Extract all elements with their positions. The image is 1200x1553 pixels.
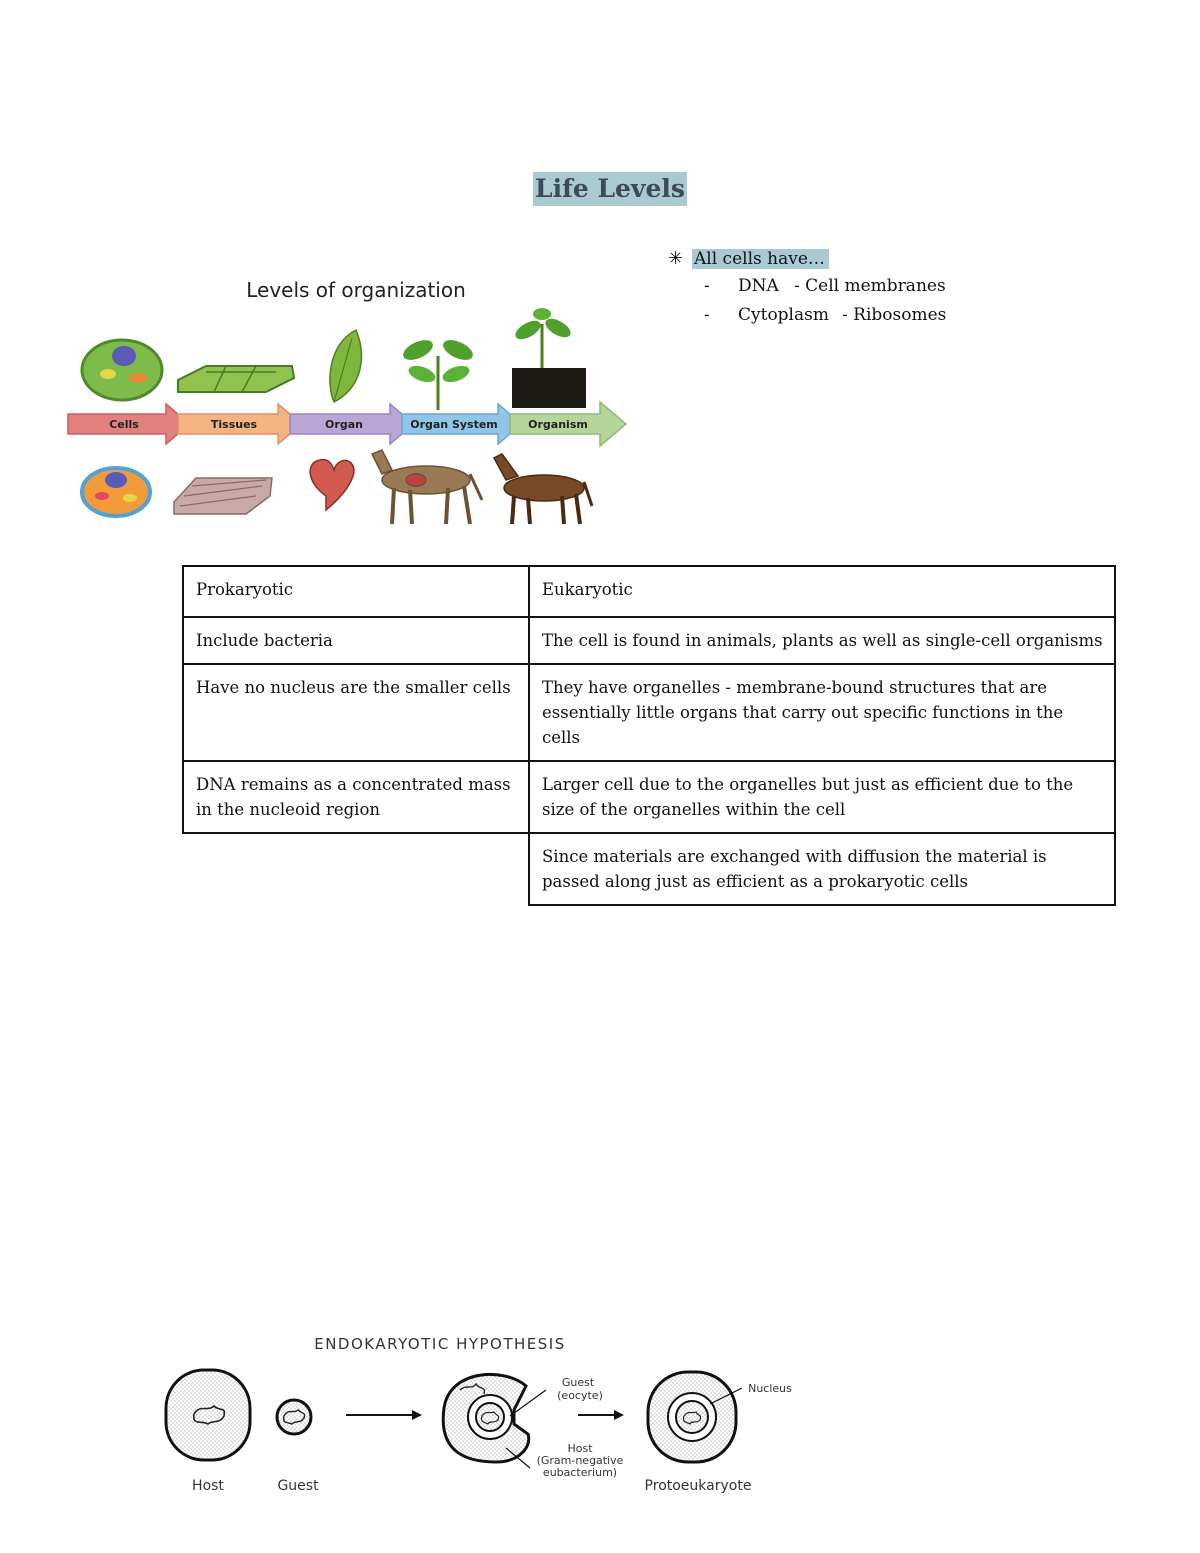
stage-label-organism: Organism	[528, 418, 588, 431]
guest-cell-image	[277, 1400, 311, 1434]
stage-label-organ-system: Organ System	[410, 418, 498, 431]
asterisk-bullet-icon: ✳	[668, 248, 684, 269]
table-cell: Have no nucleus are the smaller cells	[183, 664, 529, 761]
header-eukaryotic: Eukaryotic	[529, 566, 1115, 617]
table-header-row	[183, 566, 1115, 617]
table-cell: Since materials are exchanged with diffusion the material is passed along just as efficient as a prokaryotic cells	[529, 833, 1115, 905]
header-prokaryotic: Prokaryotic	[183, 566, 529, 617]
host-gram-sub1: (Gram-negative	[536, 1454, 624, 1467]
figure-title: Levels of organization	[246, 278, 466, 302]
all-cells-have-list	[668, 246, 1098, 330]
guest-label: Guest	[277, 1478, 319, 1494]
nucleus-label: Nucleus	[748, 1382, 792, 1395]
arrow-icon	[578, 1410, 624, 1420]
list-item: - Cytoplasm - Ribosomes	[704, 305, 947, 325]
muscle-tissue-image	[174, 478, 272, 514]
plant-cell-image	[82, 340, 162, 400]
heart-image	[310, 460, 354, 510]
protoeukaryote-label: Protoeukaryote	[644, 1478, 752, 1494]
table-cell: Larger cell due to the organelles but just as efficient due to the size of the organelles within the cell	[529, 761, 1115, 833]
list-heading-text: All cells have…	[692, 249, 829, 269]
horse-image	[494, 454, 592, 524]
leaf-image	[330, 330, 361, 402]
list-heading	[668, 246, 1098, 272]
horse-organ-system-image	[372, 450, 482, 524]
engulfing-cell-image	[443, 1374, 529, 1462]
table-row	[183, 761, 1115, 833]
host-cell-image	[166, 1370, 250, 1460]
guest-eocyte-label: Guest	[561, 1376, 595, 1389]
seedling-image	[400, 336, 476, 410]
stage-label-tissues: Tissues	[210, 418, 258, 431]
animal-cell-image	[82, 468, 150, 516]
guest-eocyte-sub: (eocyte)	[557, 1389, 603, 1402]
endokaryotic-hypothesis-figure	[150, 1328, 810, 1504]
potted-plant-image	[512, 308, 586, 408]
arrow-icon	[346, 1410, 422, 1420]
table-row	[183, 617, 1115, 664]
table-cell: The cell is found in animals, plants as well as single-cell organisms	[529, 617, 1115, 664]
figure-title: ENDOKARYOTIC HYPOTHESIS	[314, 1335, 566, 1353]
levels-of-organization-figure	[66, 274, 630, 530]
table-cell: They have organelles - membrane-bound structures that are essentially little organs that carry out specific functions in the cells	[529, 664, 1115, 761]
table-cell: DNA remains as a concentrated mass in the nucleoid region	[183, 761, 529, 833]
protoeukaryote-cell-image	[648, 1372, 742, 1462]
table-cell-empty	[183, 833, 529, 905]
table-cell: Include bacteria	[183, 617, 529, 664]
page-title: Life Levels	[533, 172, 687, 206]
host-gram-label: Host	[567, 1442, 593, 1455]
stage-label-cells: Cells	[109, 418, 139, 431]
host-gram-sub2: eubacterium)	[542, 1466, 618, 1479]
stage-label-organ: Organ	[325, 418, 363, 431]
table-row	[183, 664, 1115, 761]
prokaryotic-eukaryotic-table	[182, 565, 1116, 906]
list-item: - DNA - Cell membranes	[704, 276, 946, 296]
host-label: Host	[192, 1478, 224, 1494]
table-row	[183, 833, 1115, 905]
tissue-image	[178, 366, 294, 392]
